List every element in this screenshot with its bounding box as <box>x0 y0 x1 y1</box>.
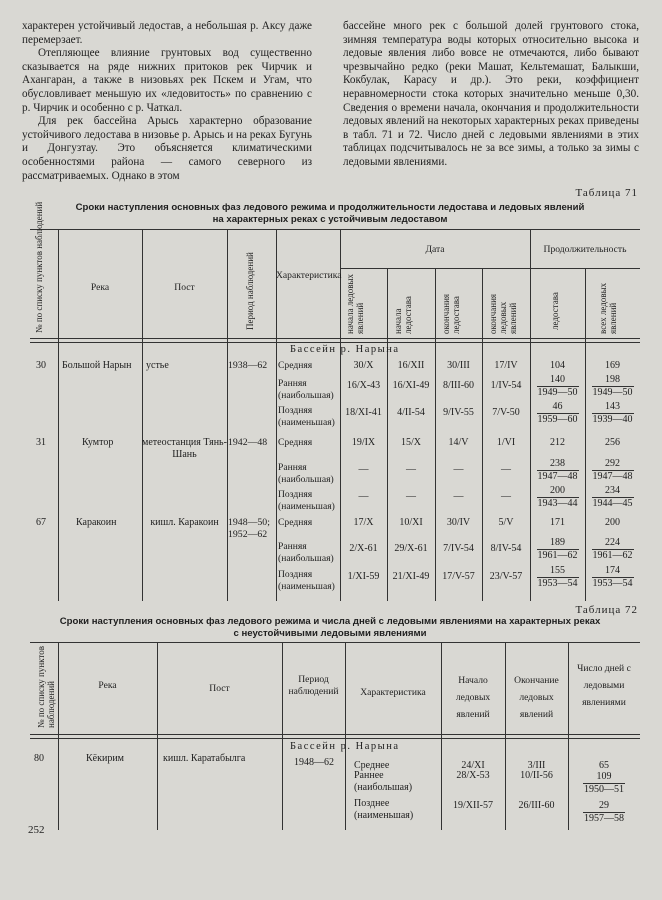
header-date-3: окончания ледостава <box>441 293 461 334</box>
characteristic: Ранняя (наибольшая) <box>278 541 334 564</box>
date-value: 10/XI <box>399 517 423 528</box>
year-range: 1950—51 <box>584 784 624 795</box>
duration-value <box>585 565 640 590</box>
header-dur-2: всех ледовых явлений <box>598 282 618 334</box>
header-date: Дата <box>425 244 445 255</box>
station-number: 30 <box>36 360 46 371</box>
text-column-left <box>22 20 312 183</box>
duration-value <box>530 485 585 510</box>
year-range: 1943—44 <box>537 498 578 509</box>
value: 169 <box>605 360 620 371</box>
header-date-2: начала ледостава <box>393 296 413 334</box>
date-value: 2/X-61 <box>349 543 378 554</box>
value: 238 <box>550 458 565 469</box>
duration-value <box>530 458 585 483</box>
date-value: 19/IX <box>351 437 376 448</box>
table-71-label: Таблица 71 <box>575 187 638 199</box>
year-range: 1957—58 <box>584 813 624 824</box>
duration-value <box>530 437 585 449</box>
end-value: 26/III-60 <box>518 800 555 811</box>
start-value: 28/X-53 <box>456 770 490 781</box>
date-value: 17/IV <box>494 360 518 371</box>
basin-label: Бассейн р. Нарына <box>290 344 400 355</box>
value: 224 <box>605 537 620 548</box>
value: 104 <box>550 360 565 371</box>
date-value: — <box>501 464 511 475</box>
value: 256 <box>605 437 620 448</box>
header-period: Период наблюдений <box>288 674 339 697</box>
date-value: — <box>358 491 369 502</box>
table-72-label: Таблица 72 <box>575 604 638 616</box>
duration-value <box>530 374 585 399</box>
date-value: — <box>406 464 416 475</box>
caption-line: с неустойчивыми ледовыми явлениями <box>233 627 427 639</box>
value: 292 <box>605 458 620 469</box>
date-value: 1/IV-54 <box>490 380 522 391</box>
year-range: 1959—60 <box>537 414 578 425</box>
duration-value <box>585 517 640 529</box>
period: 1938—62 <box>228 360 268 371</box>
duration-value <box>530 517 585 529</box>
post-name: кишл. Каратабылга <box>163 753 246 764</box>
year-range: 1953—54 <box>537 578 578 589</box>
header-num: № по списку пунктов наблюдений <box>36 646 56 728</box>
date-value: 18/XI-41 <box>345 407 382 418</box>
value: 109 <box>596 771 612 782</box>
duration-value <box>585 374 640 399</box>
year-range: 1961—62 <box>537 550 578 561</box>
year-range: 1949—50 <box>592 387 633 398</box>
year-range: 1947—48 <box>592 471 633 482</box>
date-value: 8/IV-54 <box>490 543 522 554</box>
caption-line: Сроки наступления основных фаз ледового режима и продолжительности ледостава и ледовых явлений <box>75 202 585 213</box>
date-value: 16/XII <box>397 360 425 371</box>
header-days: Число дней с ледовыми явлениями <box>577 663 631 708</box>
date-value: 7/V-50 <box>492 407 520 418</box>
days-value <box>568 800 640 825</box>
header-period: Период наблюдений <box>245 252 255 330</box>
start-value: 19/XII-57 <box>453 800 493 811</box>
date-value: 5/V <box>498 517 514 528</box>
value: 171 <box>550 517 565 528</box>
table-72-caption <box>30 616 630 639</box>
value: 143 <box>605 401 620 412</box>
duration-value <box>585 360 640 372</box>
paragraph: Для рек бассейна Арысь характерно образование устойчивого ледостава в низовье р. Арысь и на реках Бугунь и Донгузтау. Это объясняется климатическими особенностями района — самого северного из рассматриваемых. Однако в этом <box>22 115 312 182</box>
paragraph: Отепляющее влияние грунтовых вод существенно сказывается на ряде нижних притоков рек Чирчик и Ахангаран, а также в низовьях рек Пскем и Угам, что обусловливает меньшую их «ледовитость» по сравнению с р. Чирчик и особенно с р. Чаткал. <box>22 47 312 114</box>
date-value: 30/IV <box>446 517 471 528</box>
paragraph: характерен устойчивый ледостав, а небольшая р. Аксу даже перемерзает. <box>22 20 312 46</box>
year-range: 1947—48 <box>537 471 578 482</box>
header-start: Начало ледовых явлений <box>455 675 491 720</box>
header-river: Река <box>90 282 110 293</box>
characteristic: Поздняя (наименьшая) <box>278 569 335 592</box>
duration-value <box>585 537 640 562</box>
date-value: 1/XI-59 <box>347 571 380 582</box>
value: 140 <box>550 374 565 385</box>
value: 155 <box>550 565 565 576</box>
date-value: 17/V-57 <box>442 571 475 582</box>
caption-line: на характерных реках с устойчивым ледоставом <box>212 213 448 225</box>
start-value: 24/XI <box>461 760 485 771</box>
date-value: 30/III <box>447 360 470 371</box>
header-dur-1: ледостава <box>550 292 560 330</box>
characteristic: Среднее <box>354 760 390 771</box>
year-range: 1949—50 <box>537 387 578 398</box>
paragraph: бассейне много рек с большой долей грунтового стока, зимняя температура воды которых относительно высока и ледовые явления либо вовсе не отмечаются, либо бывают чрезвычайно редко (реки Машат, Кельтемашат, Балыкши, Кокбулак, Карасу и др.). Это реки, коэффициент неравномерности стока которых значительно меньше 0,30. Сведения о времени начала, окончания и продолжительности ледовых явлений на некоторых характерных реках приведены в табл. 71 и 72. Число дней с ледовыми явлениями в этих таблицах подсчитывалось не за все зимы, а только за зимы с ледовыми явлениями. <box>343 20 639 168</box>
period: 1948—62 <box>294 757 334 768</box>
header-post: Пост <box>174 282 195 293</box>
header-date-4: окончания ледовых явлений <box>488 293 518 334</box>
year-range: 1944—45 <box>592 498 633 509</box>
river-name: Кумтор <box>82 437 114 448</box>
date-value: 21/XI-49 <box>392 571 430 582</box>
value: 200 <box>550 485 565 496</box>
duration-value <box>585 458 640 483</box>
date-value: — <box>453 491 464 502</box>
period: 1942—48 <box>228 437 268 448</box>
characteristic: Раннее (наибольшая) <box>354 770 413 793</box>
date-value: 16/XI-49 <box>392 380 430 391</box>
date-value: 16/X-43 <box>346 380 381 391</box>
header-post: Пост <box>209 683 230 694</box>
river-name: Кёкирим <box>86 753 124 764</box>
caption-line: Сроки наступления основных фаз ледового режима и числа дней с ледовыми явлениями на характерных реках <box>59 616 601 627</box>
date-value: 15/X <box>401 437 421 448</box>
post-name: устье <box>146 360 169 371</box>
date-value: — <box>406 491 416 502</box>
date-value: 23/V-57 <box>489 571 523 582</box>
year-range: 1961—62 <box>592 550 633 561</box>
header-date-1: начала ледовых явлений <box>345 273 365 334</box>
value: 212 <box>550 437 565 448</box>
date-value: 7/IV-54 <box>443 543 474 554</box>
date-value: — <box>453 464 464 475</box>
date-value: 9/IV-55 <box>443 407 474 418</box>
value: 29 <box>599 800 609 811</box>
duration-value <box>530 401 585 426</box>
duration-value <box>585 401 640 426</box>
value: 200 <box>605 517 620 528</box>
header-duration: Продолжительность <box>543 244 627 255</box>
duration-value <box>530 360 585 372</box>
station-number: 31 <box>36 437 46 448</box>
date-value: 8/III-60 <box>442 380 475 391</box>
value: 198 <box>605 374 620 385</box>
date-value: 30/X <box>353 360 374 371</box>
post-name: метеостанция Тянь-Шань <box>142 437 227 460</box>
duration-value <box>530 537 585 562</box>
value: 189 <box>550 537 565 548</box>
characteristic: Ранняя (наибольшая) <box>278 462 334 485</box>
date-value: 1/VI <box>496 437 516 448</box>
header-num: № по списку пунктов наблюдений <box>34 201 44 333</box>
header-characteristic: Характеристика <box>276 270 342 281</box>
duration-value <box>530 565 585 590</box>
characteristic: Средняя <box>278 360 313 371</box>
duration-value <box>585 437 640 449</box>
characteristic: Средняя <box>278 517 313 528</box>
text-column-right <box>343 20 639 170</box>
characteristic: Поздняя (наименьшая) <box>278 405 335 428</box>
characteristic: Поздняя (наименьшая) <box>278 489 335 512</box>
post-name: кишл. Каракоин <box>150 517 219 528</box>
value: 234 <box>605 485 620 496</box>
year-range: 1953—54 <box>592 578 633 589</box>
river-name: Каракоин <box>76 517 117 528</box>
end-value: 3/III <box>527 760 546 771</box>
days-value <box>568 771 640 796</box>
river-name: Большой Нарын <box>62 360 132 371</box>
date-value: 14/V <box>448 437 469 448</box>
value: 46 <box>552 401 563 412</box>
basin-label: Бассейн р. Нарына <box>290 741 400 752</box>
characteristic: Средняя <box>278 437 313 448</box>
duration-value <box>585 485 640 510</box>
date-value: — <box>358 464 369 475</box>
date-value: 29/X-61 <box>394 543 428 554</box>
value: 65 <box>599 760 609 771</box>
date-value: 17/X <box>353 517 374 528</box>
header-end: Окончание ледовых явлений <box>514 675 559 720</box>
value: 174 <box>605 565 620 576</box>
page-number: 252 <box>28 824 45 836</box>
characteristic: Ранняя (наибольшая) <box>278 378 334 401</box>
date-value: 4/II-54 <box>397 407 425 418</box>
period: 1948—50; 1952—62 <box>228 517 270 540</box>
header-characteristic: Характеристика <box>360 687 426 698</box>
station-number: 80 <box>34 753 44 764</box>
date-value: — <box>501 491 511 502</box>
characteristic: Позднее (наименьшая) <box>354 798 414 821</box>
end-value: 10/II-56 <box>520 770 553 781</box>
header-river: Река <box>98 680 117 691</box>
year-range: 1939—40 <box>592 414 633 425</box>
station-number: 67 <box>36 517 46 528</box>
table-71-caption <box>30 202 630 225</box>
